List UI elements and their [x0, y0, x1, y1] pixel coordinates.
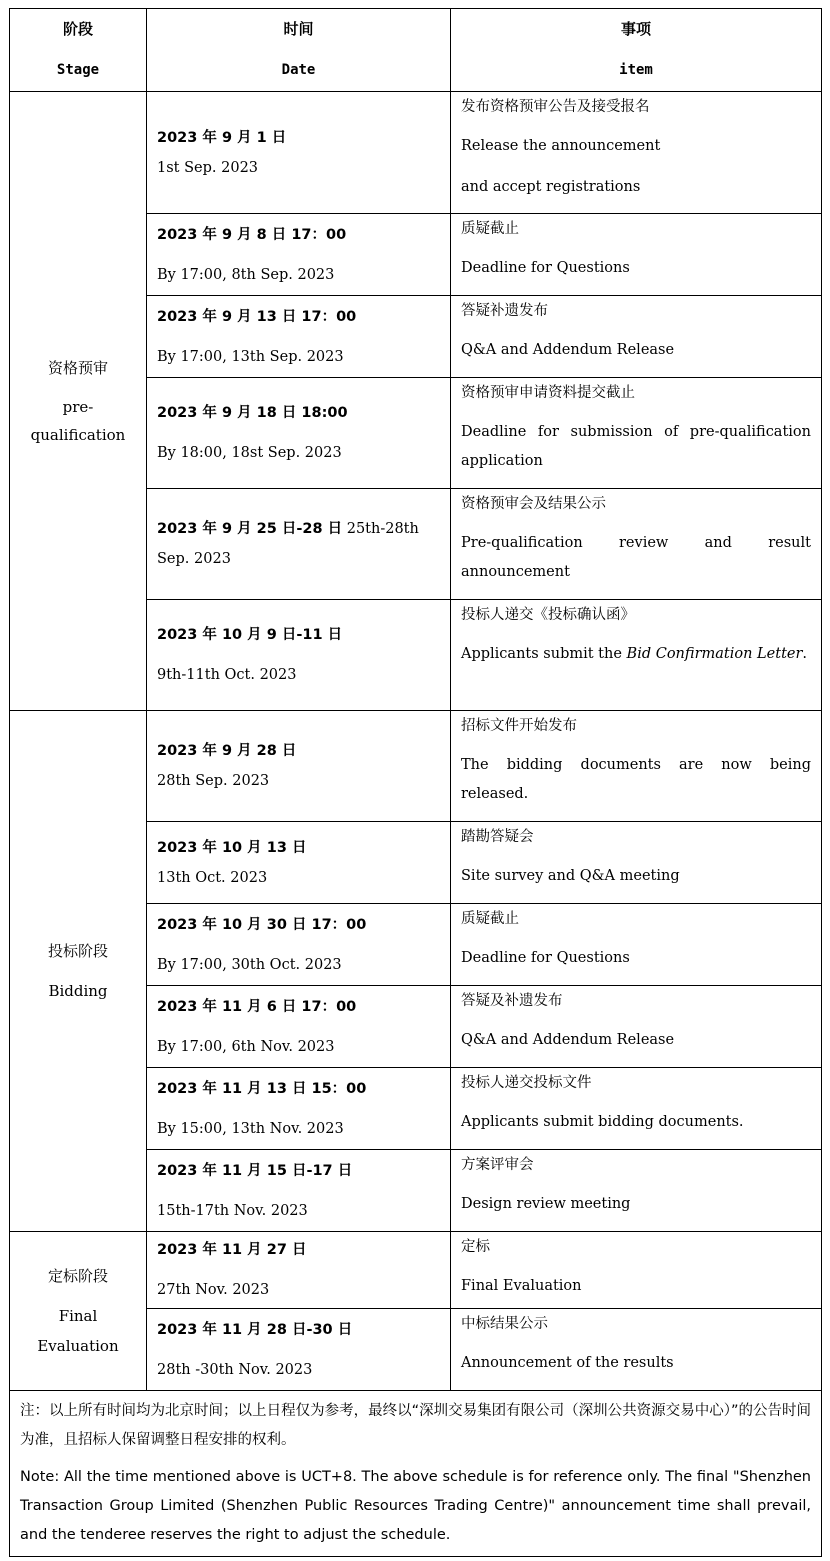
item-en: Deadline for Questions	[461, 950, 630, 966]
date-cn: 2023 年 9 月 13 日 17：00	[157, 308, 357, 325]
stage-cn: 定标阶段	[47, 1267, 108, 1285]
item-en: Q&A and Addendum Release	[461, 342, 675, 358]
date-en: By 17:00, 6th Nov. 2023	[157, 1038, 335, 1055]
date-en: 1st Sep. 2023	[157, 159, 259, 176]
header-date	[147, 9, 451, 92]
item-cell	[451, 1309, 822, 1391]
item-en	[461, 640, 811, 669]
schedule-table	[9, 8, 822, 1557]
date-en: 28th Sep. 2023	[157, 773, 270, 789]
item-cell	[451, 1150, 822, 1232]
date-cell	[147, 1309, 451, 1391]
item-en: Announcement of the results	[461, 1355, 674, 1371]
stage-cn: 投标阶段	[47, 942, 108, 960]
date-en: 25th-28th Sep. 2023	[157, 521, 419, 567]
table-row	[10, 92, 822, 214]
item-en-2: and accept registrations	[461, 179, 641, 195]
date-cell	[147, 904, 451, 986]
date-en: By 17:00, 8th Sep. 2023	[157, 266, 335, 283]
note-en: Note: All the time mentioned above is UCT+8. The above schedule is for reference only. The final "Shenzhen Transaction Group Limited (Shenzhen Public Resources Trading Centre)" announcement time shall prevail, and the tenderee reserves the right to adjust the schedule.	[20, 1469, 811, 1543]
stage-en: Bidding	[48, 982, 108, 1000]
header-date-en: Date	[281, 62, 316, 78]
item-en: Release the announcement	[461, 138, 661, 154]
date-cell	[147, 214, 451, 296]
date-cn: 2023 年 10 月 13 日	[157, 839, 307, 856]
table-row	[10, 1232, 822, 1309]
date-cn: 2023 年 11 月 28 日-30 日	[157, 1321, 353, 1338]
item-en: Design review meeting	[461, 1196, 631, 1212]
item-cn: 发布资格预审公告及接受报名	[461, 99, 650, 115]
header-row	[10, 9, 822, 92]
date-cell	[147, 378, 451, 489]
date-cell	[147, 600, 451, 711]
header-item-cn: 事项	[620, 20, 651, 38]
item-cell	[451, 600, 822, 711]
date-cn: 2023 年 11 月 15 日-17 日	[157, 1162, 353, 1179]
date-cn: 2023 年 10 月 30 日 17：00	[157, 916, 367, 933]
date-cn: 2023 年 9 月 8 日 17：00	[157, 226, 347, 243]
date-cn: 2023 年 9 月 1 日	[157, 129, 287, 146]
date-en: 13th Oct. 2023	[157, 869, 268, 886]
item-cn: 方案评审会	[461, 1157, 534, 1173]
date-cell	[147, 1232, 451, 1309]
stage-en: Final	[58, 1307, 98, 1325]
item-en: Deadline for Questions	[461, 260, 630, 276]
item-en: Pre-qualification review and result announcement	[461, 535, 811, 580]
item-cell	[451, 378, 822, 489]
date-en: 28th -30th Nov. 2023	[157, 1361, 313, 1378]
item-cn: 中标结果公示	[461, 1316, 548, 1332]
header-stage-cn: 阶段	[62, 20, 93, 38]
date-cn: 2023 年 11 月 6 日 17：00	[157, 998, 357, 1015]
date-cn: 2023 年 9 月 18 日 18:00	[157, 405, 348, 421]
stage-final-evaluation	[10, 1232, 147, 1391]
item-en: The bidding documents are now being released.	[461, 757, 811, 802]
date-cell	[147, 1150, 451, 1232]
note-row	[10, 1391, 822, 1557]
item-cn: 定标	[461, 1239, 490, 1255]
note-cell	[10, 1391, 822, 1557]
item-cell	[451, 822, 822, 904]
item-cn: 踏勘答疑会	[461, 829, 534, 845]
item-cell	[451, 214, 822, 296]
item-cell	[451, 711, 822, 822]
date-cn: 2023 年 9 月 25 日-28 日	[157, 521, 343, 537]
item-en: Final Evaluation	[461, 1278, 582, 1294]
item-en: Q&A and Addendum Release	[461, 1032, 675, 1048]
header-stage	[10, 9, 147, 92]
item-cell	[451, 92, 822, 214]
stage-prequalification	[10, 92, 147, 711]
date-cell	[147, 489, 451, 600]
date-cell	[147, 1068, 451, 1150]
item-en: Site survey and Q&A meeting	[461, 868, 680, 884]
note-cn: 注：以上所有时间均为北京时间；以上日程仅为参考，最终以“深圳交易集团有限公司（深圳公共资源交易中心）”的公告时间为准，且招标人保留调整日程安排的权利。	[20, 1403, 811, 1448]
item-en: Applicants submit bidding documents.	[461, 1114, 744, 1130]
item-cn: 质疑截止	[461, 221, 519, 237]
header-item-en: item	[619, 62, 653, 78]
item-en-end: .	[802, 646, 808, 662]
date-en: 9th-11th Oct. 2023	[157, 667, 297, 683]
date-cn: 2023 年 11 月 13 日 15：00	[157, 1080, 367, 1097]
item-cn: 投标人递交《投标确认函》	[461, 607, 635, 623]
date-en: 15th-17th Nov. 2023	[157, 1202, 308, 1219]
item-cell	[451, 904, 822, 986]
item-cell	[451, 986, 822, 1068]
item-cn: 答疑及补遗发布	[461, 993, 563, 1009]
item-cn: 资格预审会及结果公示	[461, 496, 606, 512]
date-cell	[147, 711, 451, 822]
date-cell	[147, 822, 451, 904]
item-cell	[451, 1068, 822, 1150]
date-cn: 2023 年 11 月 27 日	[157, 1242, 307, 1258]
table-row	[10, 711, 822, 822]
item-cn: 资格预审申请资料提交截止	[461, 385, 635, 401]
date-cell	[147, 296, 451, 378]
stage-en: pre-	[62, 398, 94, 416]
date-cell	[147, 92, 451, 214]
date-en: By 17:00, 13th Sep. 2023	[157, 348, 344, 365]
stage-bidding	[10, 711, 147, 1232]
item-cn: 质疑截止	[461, 911, 519, 927]
item-en: Deadline for submission of pre-qualification application	[461, 424, 811, 469]
date-en: By 15:00, 13th Nov. 2023	[157, 1120, 344, 1137]
date-en: 27th Nov. 2023	[157, 1282, 270, 1298]
header-item	[451, 9, 822, 92]
item-en-text: Applicants submit the	[461, 646, 627, 662]
date-line	[157, 514, 442, 574]
item-cell	[451, 296, 822, 378]
stage-en-2: qualification	[30, 426, 126, 444]
stage-cn: 资格预审	[47, 359, 108, 377]
item-cn: 招标文件开始发布	[461, 718, 577, 734]
date-en: By 18:00, 18st Sep. 2023	[157, 445, 342, 461]
item-cn: 投标人递交投标文件	[461, 1075, 592, 1091]
date-cell	[147, 986, 451, 1068]
item-en-italic: Bid Confirmation Letter	[626, 646, 803, 662]
date-cn: 2023 年 9 月 28 日	[157, 743, 297, 759]
item-cell	[451, 1232, 822, 1309]
item-cn: 答疑补遗发布	[461, 303, 548, 319]
date-cn: 2023 年 10 月 9 日-11 日	[157, 627, 343, 643]
header-date-cn: 时间	[283, 20, 314, 38]
header-stage-en: Stage	[56, 62, 100, 78]
stage-en-2: Evaluation	[37, 1337, 119, 1355]
item-cell	[451, 489, 822, 600]
date-en: By 17:00, 30th Oct. 2023	[157, 956, 342, 973]
